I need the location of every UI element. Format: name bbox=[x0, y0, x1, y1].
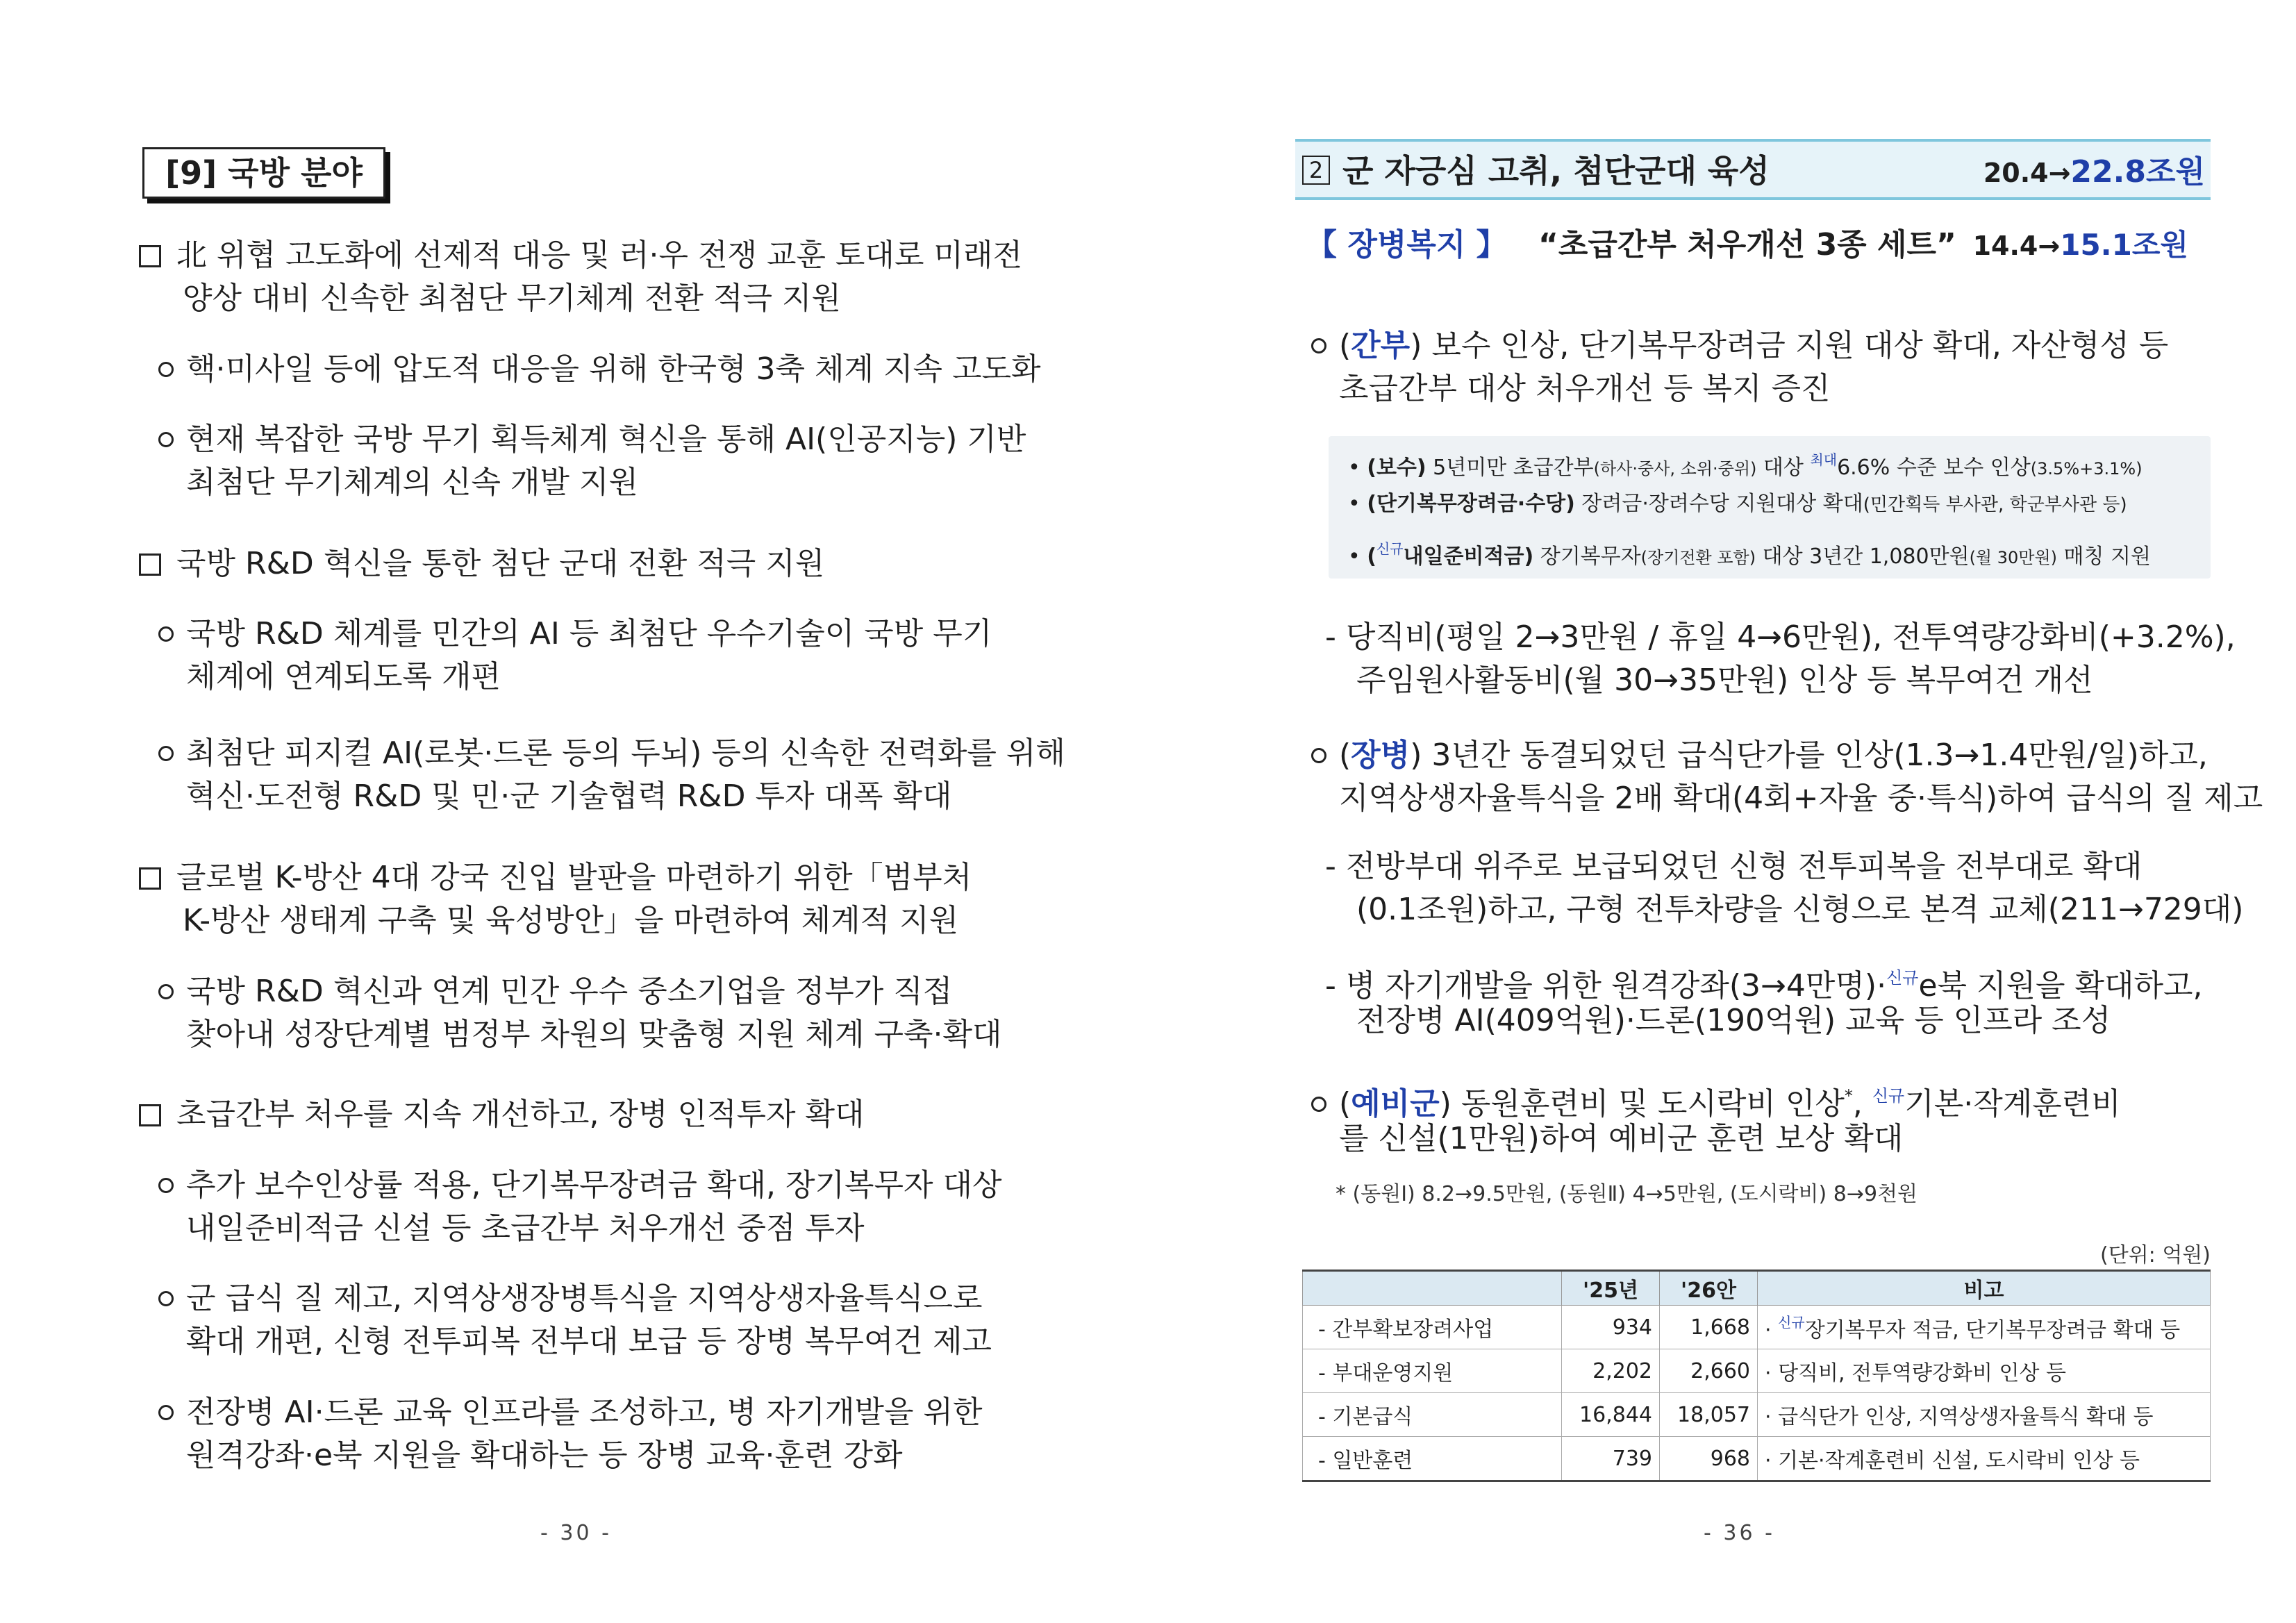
ebook-line-cont: 전장병 AI(409억원)·드론(190억원) 교육 등 인프라 조성 bbox=[1356, 1003, 2111, 1038]
circle-item-8-cont: 원격강좌·e북 지원을 확대하는 등 장병 교육·훈련 강화 bbox=[186, 1438, 903, 1473]
circle-item-6-cont: 내일준비적금 신설 등 초급간부 처우개선 중점 투자 bbox=[186, 1210, 865, 1246]
yebigun-item: (예비군) 동원훈련비 및 도시락비 인상*, $^{신규}$기본·작계훈련비 bbox=[1311, 1075, 2228, 1125]
bullet-pay: • (보수) 5년미만 초급간부(하사·중사, 소위·중위) 대상 $^{최대}$6.6% 수준 보수 인상(3.5%+3.1%) bbox=[1348, 451, 2143, 480]
circle-bullet-icon bbox=[158, 432, 174, 447]
section-header-amount: 20.4→22.8조원 bbox=[1983, 154, 2205, 190]
circle-bullet-icon bbox=[158, 746, 174, 761]
footnote: * (동원Ⅰ) 8.2→9.5만원, (동원Ⅱ) 4→5만원, (도시락비) 8→9천원 bbox=[1336, 1182, 1918, 1206]
yebigun-item-cont: 를 신설(1만원)하여 예비군 훈련 보상 확대 bbox=[1339, 1121, 1904, 1156]
circle-item-7-cont: 확대 개편, 신형 전투피복 전부대 보급 등 장병 복무여건 제고 bbox=[186, 1324, 992, 1359]
subheader-amount: 14.4→15.1조원 bbox=[1972, 228, 2188, 262]
circle-item-6: 추가 보수인상률 적용, 단기복무장려금 확대, 장기복무자 대상 bbox=[158, 1165, 1179, 1206]
square-item-1-cont: 양상 대비 신속한 최첨단 무기체계 전환 적극 지원 bbox=[183, 281, 841, 316]
subheader-title: “초급간부 처우개선 3종 세트” bbox=[1538, 227, 1956, 263]
ganbu-detail-box bbox=[1329, 436, 2211, 579]
circle-bullet-icon bbox=[158, 984, 174, 999]
table-row: - 부대운영지원 2,202 2,660 · 당직비, 전투역량강화비 인상 등 bbox=[1303, 1349, 2211, 1393]
section-title: [9] 국방 분야 bbox=[142, 147, 385, 199]
circle-item-3-cont: 체계에 연계되도록 개편 bbox=[186, 659, 501, 694]
table-row: - 일반훈련 739 968 · 기본·작계훈련비 신설, 도시락비 인상 등 bbox=[1303, 1437, 2211, 1481]
square-bullet-icon bbox=[139, 1104, 161, 1126]
subheader-label: 【 장병복지 】 bbox=[1306, 227, 1507, 263]
duty-pay-line-cont: 주임원사활동비(월 30→35만원) 인상 등 복무여건 개선 bbox=[1356, 663, 2093, 698]
section-header-title: 군 자긍심 고취, 첨단군대 육성 bbox=[1342, 152, 1770, 190]
bullet-allowance: • (단기복무장려금·수당) 장려금·장려수당 지원대상 확대(민간획득 부사관, 학군부사관 등) bbox=[1348, 492, 2127, 516]
table-header-row: '25년 '26안 비고 bbox=[1303, 1271, 2211, 1306]
circle-bullet-icon bbox=[158, 1405, 174, 1420]
table-row: - 기본급식 16,844 18,057 · 급식단가 인상, 지역상생자율특식 확대 등 bbox=[1303, 1393, 2211, 1437]
circle-item-2: 현재 복잡한 국방 무기 획득체계 혁신을 통해 AI(인공지능) 기반 bbox=[158, 419, 1179, 460]
circle-item-8: 전장병 AI·드론 교육 인프라를 조성하고, 병 자기개발을 위한 bbox=[158, 1392, 1179, 1433]
section-header bbox=[1295, 139, 2211, 200]
circle-item-3: 국방 R&D 체계를 민간의 AI 등 최첨단 우수기술이 국방 무기 bbox=[158, 613, 1179, 655]
circle-item-5-cont: 찾아내 성장단계별 범정부 차원의 맞춤형 지원 체계 구축·확대 bbox=[186, 1017, 1002, 1052]
square-bullet-icon bbox=[139, 554, 161, 576]
jangbyeong-item: (장병) 3년간 동결되었던 급식단가를 인상(1.3→1.4만원/일)하고, bbox=[1311, 735, 2228, 776]
circle-item-2-cont: 최첨단 무기체계의 신속 개발 지원 bbox=[186, 465, 638, 500]
circle-bullet-icon bbox=[158, 1291, 174, 1306]
square-bullet-icon bbox=[139, 867, 161, 890]
circle-bullet-icon bbox=[158, 362, 174, 377]
square-item-2: 국방 R&D 혁신을 통한 첨단 군대 전환 적극 지원 bbox=[139, 543, 1160, 585]
circle-item-1: 핵·미사일 등에 압도적 대응을 위해 한국형 3축 체계 지속 고도화 bbox=[158, 349, 1179, 390]
circle-item-4: 최첨단 피지컬 AI(로봇·드론 등의 두뇌) 등의 신속한 전력화를 위해 bbox=[158, 733, 1179, 774]
circle-bullet-icon bbox=[1311, 338, 1326, 353]
page-number: - 30 - bbox=[540, 1521, 612, 1545]
ganbu-item-cont: 초급간부 대상 처우개선 등 복지 증진 bbox=[1339, 371, 1831, 406]
page-number: - 36 - bbox=[1704, 1521, 1775, 1545]
square-item-4: 초급간부 처우를 지속 개선하고, 장병 인적투자 확대 bbox=[139, 1094, 1160, 1135]
square-bullet-icon bbox=[139, 245, 161, 267]
circle-item-4-cont: 혁신·도전형 R&D 및 민·군 기술협력 R&D 투자 대폭 확대 bbox=[186, 779, 952, 814]
section-number: 2 bbox=[1302, 156, 1330, 185]
square-item-1: 北 위협 고도화에 선제적 대응 및 러·우 전쟁 교훈 토대로 미래전 bbox=[139, 235, 1160, 276]
circle-bullet-icon bbox=[158, 626, 174, 642]
ganbu-item: (간부) 보수 인상, 단기복무장려금 지원 대상 확대, 자산형성 등 bbox=[1311, 325, 2228, 367]
uniform-line: - 전방부대 위주로 보급되었던 신형 전투피복을 전부대로 확대 bbox=[1325, 849, 2143, 884]
circle-bullet-icon bbox=[1311, 748, 1326, 763]
square-item-3-cont: K-방산 생태계 구축 및 육성방안」을 마련하여 체계적 지원 bbox=[183, 903, 959, 938]
uniform-line-cont: (0.1조원)하고, 구형 전투차량을 신형으로 본격 교체(211→729대) bbox=[1356, 892, 2244, 927]
circle-item-5: 국방 R&D 혁신과 연계 민간 우수 중소기업을 정부가 직접 bbox=[158, 971, 1179, 1013]
subheader bbox=[1306, 221, 2209, 269]
budget-table bbox=[1302, 1270, 2211, 1482]
ebook-line: - 병 자기개발을 위한 원격강좌(3→4만명)·$^{신규}$e북 지원을 확대하고, bbox=[1325, 968, 2203, 1004]
jangbyeong-item-cont: 지역상생자율특식을 2배 확대(4회+자율 중·특식)하여 급식의 질 제고 bbox=[1339, 781, 2263, 816]
duty-pay-line: - 당직비(평일 2→3만원 / 휴일 4→6만원), 전투역량강화비(+3.2%), bbox=[1325, 619, 2236, 655]
table-row: - 간부확보장려사업 934 1,668 · $^{신규}$장기복무자 적금, 단기복무장려금 확대 등 bbox=[1303, 1306, 2211, 1349]
circle-item-7: 군 급식 질 제고, 지역상생장병특식을 지역상생자율특식으로 bbox=[158, 1278, 1179, 1320]
right-page bbox=[1148, 0, 2296, 1623]
square-item-3: 글로벌 K-방산 4대 강국 진입 발판을 마련하기 위한「범부처 bbox=[139, 857, 1160, 899]
circle-bullet-icon bbox=[158, 1178, 174, 1193]
bullet-savings: • ($^{신규}$내일준비적금) 장기복무자(장기전환 포함) 대상 3년간 1,080만원(월 30만원) 매칭 지원 bbox=[1348, 540, 2152, 569]
unit-label: (단위: 억원) bbox=[2100, 1243, 2211, 1267]
circle-bullet-icon bbox=[1311, 1097, 1326, 1112]
